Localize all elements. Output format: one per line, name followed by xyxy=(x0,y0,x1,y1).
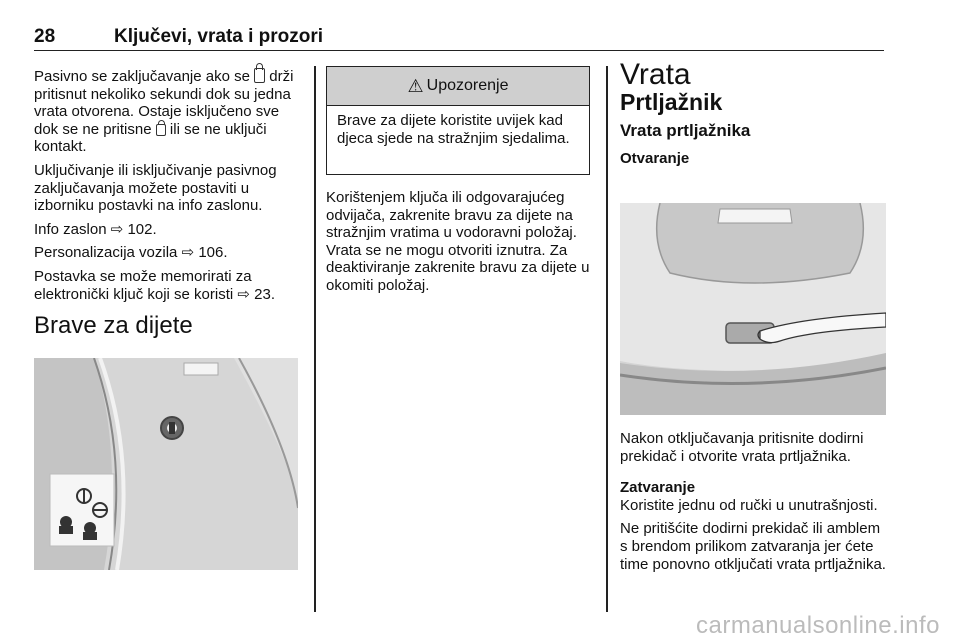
passive-lock-settings-paragraph: Uključivanje ili isključivanje pasivnog zaključavanja možete postaviti u izborniku postavki na info zaslonu. xyxy=(34,161,277,215)
warning-header xyxy=(327,67,589,106)
left-column xyxy=(34,68,302,340)
info-display-reference: Info zaslon ⇨ 102. xyxy=(34,220,157,238)
electronic-key-page-link[interactable]: 23. xyxy=(254,285,276,303)
closing-text-2: Ne pritišćite dodirni prekidač ili amblem s brendom prilikom zatvaranja jer ćete time ponovno otključati vrata prtljažnika. xyxy=(620,520,886,573)
warning-icon: ⚠ xyxy=(407,75,424,96)
page-header xyxy=(34,24,884,51)
opening-heading: Otvaranje xyxy=(620,149,690,167)
electronic-key-paragraph: Postavka se može memorirati za elektronički ključ koji se koristi ⇨ 23. xyxy=(34,267,276,303)
load-compartment-heading: Prtljažnik xyxy=(620,88,723,115)
personalization-page-link[interactable]: 106. xyxy=(198,244,228,262)
closing-text-1: Koristite jednu od ručki u unutrašnjosti. xyxy=(620,496,878,514)
warning-box xyxy=(326,66,590,175)
child-lock-illustration xyxy=(34,358,298,570)
middle-column xyxy=(326,189,596,301)
warning-title: Upozorenje xyxy=(426,77,509,94)
watermark: carmanualsonline.info xyxy=(696,612,940,639)
ref-arrow-icon: ⇨ xyxy=(181,244,195,262)
column-divider-2 xyxy=(606,66,608,612)
ref-arrow-icon: ⇨ xyxy=(110,220,124,238)
personalization-reference: Personalizacija vozila ⇨ 106. xyxy=(34,244,228,262)
lock-icon xyxy=(254,68,265,83)
closing-heading: Zatvaranje xyxy=(620,479,696,497)
ref-arrow-icon: ⇨ xyxy=(237,285,250,303)
child-locks-heading: Brave za dijete xyxy=(34,312,193,340)
passive-lock-paragraph: Pasivno se zaključavanje ako se drži pritisnut nekoliko sekundi dok su jedna vrata otvorena. Ostaje isključeno sve dok se ne pritisne ili se ne uključi kontakt. xyxy=(34,68,294,156)
child-lock-instructions: Korištenjem ključa ili odgovarajućeg odvijača, zakrenite bravu za dijete na stražnjim vratima u vodoravni položaj. Vrata se ne mogu otvoriti iznutra. Za deaktiviranje zakrenite bravu za dijete u okomiti položaj. xyxy=(326,189,590,294)
info-display-page-link[interactable]: 102. xyxy=(127,220,157,238)
unlock-icon xyxy=(156,124,166,136)
doors-heading: Vrata xyxy=(620,58,691,91)
opening-text: Nakon otključavanja pritisnite dodirni prekidač i otvorite vrata prtljažnika. xyxy=(620,430,864,465)
page-number: 28 xyxy=(34,26,56,47)
chapter-title: Ključevi, vrata i prozori xyxy=(114,26,324,47)
tailgate-heading: Vrata prtljažnika xyxy=(620,121,751,141)
right-column-lower xyxy=(620,430,888,579)
tailgate-illustration xyxy=(620,203,886,415)
warning-text: Brave za dijete koristite uvijek kad djeca sjede na stražnjim sjedalima. xyxy=(337,112,570,147)
column-divider-1 xyxy=(314,66,316,612)
right-column xyxy=(620,58,888,167)
